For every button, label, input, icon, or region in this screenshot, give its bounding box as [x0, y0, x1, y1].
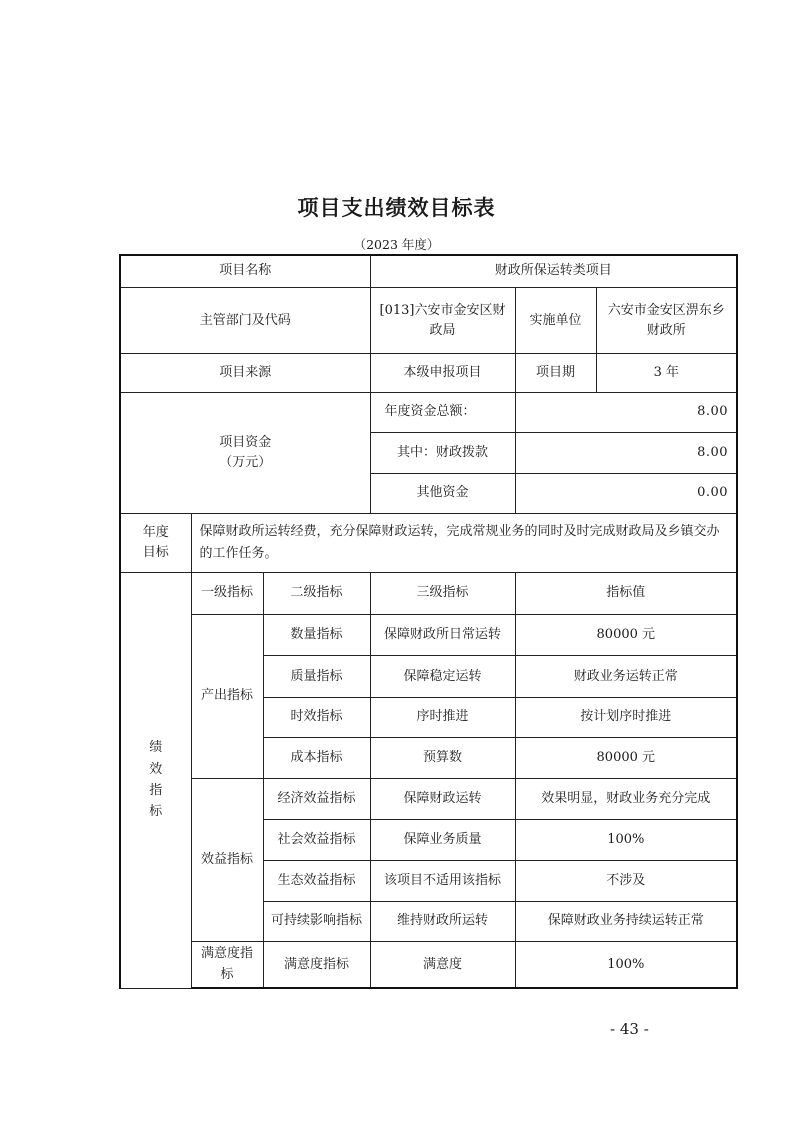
level1-satisfaction: 满意度指标	[191, 942, 263, 988]
funds-fiscal-value: 8.00	[515, 433, 737, 473]
level3-cell: 该项目不适用该指标	[370, 861, 515, 901]
funds-label-line1: 项目资金	[219, 434, 272, 450]
level2-cell: 可持续影响指标	[263, 901, 370, 941]
value-cell: 财政业务运转正常	[515, 656, 737, 697]
funds-label-line2: （万元）	[219, 454, 272, 470]
indicator-row	[120, 614, 737, 655]
value-cell: 按计划序时推进	[515, 697, 737, 737]
value-cell: 效果明显，财政业务充分完成	[515, 778, 737, 819]
level1-benefit: 效益指标	[191, 778, 263, 942]
level3-cell: 保障业务质量	[370, 819, 515, 860]
department-value: [013]六安市金安区财政局	[370, 287, 515, 354]
level1-output: 产出指标	[191, 614, 263, 778]
header-value: 指标值	[515, 572, 737, 614]
level3-cell: 保障财政运转	[370, 778, 515, 819]
annual-goal-label	[120, 514, 191, 573]
funds-fiscal-label: 其中：财政拨款	[370, 433, 515, 473]
project-name-value: 财政所保运转类项目	[370, 255, 737, 287]
funds-other-value: 0.00	[515, 473, 737, 513]
page-number: - 43 -	[610, 1020, 649, 1038]
annual-goal-text: 保障财政所运转经费，充分保障财政运转，完成常规业务的同时及时完成财政局及乡镇交办的工作任务。	[191, 514, 737, 573]
implementing-unit-label: 实施单位	[515, 287, 596, 354]
level3-cell: 保障稳定运转	[370, 656, 515, 697]
indicator-row	[120, 778, 737, 819]
header-level1: 一级指标	[191, 572, 263, 614]
level2-cell: 质量指标	[263, 656, 370, 697]
document-title: 项目支出绩效目标表	[297, 196, 496, 220]
level3-cell: 保障财政所日常运转	[370, 614, 515, 655]
project-source-label: 项目来源	[120, 354, 370, 392]
annual-goal-label-line1: 年度	[142, 524, 169, 540]
document-subtitle: （2023 年度）	[353, 237, 440, 252]
value-cell: 80000 元	[515, 614, 737, 655]
level2-cell: 生态效益指标	[263, 861, 370, 901]
level2-cell: 经济效益指标	[263, 778, 370, 819]
project-period-value: 3 年	[596, 354, 737, 392]
level2-cell: 时效指标	[263, 697, 370, 737]
funds-label	[120, 392, 370, 513]
side-char: 指	[149, 783, 163, 799]
row-project-name	[120, 255, 737, 287]
value-cell: 保障财政业务持续运转正常	[515, 901, 737, 941]
level3-cell: 维持财政所运转	[370, 901, 515, 941]
level3-cell: 满意度	[370, 942, 515, 988]
row-department	[120, 287, 737, 354]
level2-cell: 数量指标	[263, 614, 370, 655]
level3-cell: 预算数	[370, 738, 515, 778]
level2-cell: 成本指标	[263, 738, 370, 778]
value-cell: 不涉及	[515, 861, 737, 901]
row-annual-goal	[120, 514, 737, 573]
level2-cell: 社会效益指标	[263, 819, 370, 860]
row-indicator-header	[120, 572, 737, 614]
side-char: 效	[149, 761, 163, 777]
header-level2: 二级指标	[263, 572, 370, 614]
project-period-label: 项目期	[515, 354, 596, 392]
level2-cell: 满意度指标	[263, 942, 370, 988]
side-char: 标	[149, 804, 163, 820]
performance-target-table	[119, 254, 738, 989]
project-source-value: 本级申报项目	[370, 354, 515, 392]
project-name-label: 项目名称	[120, 255, 370, 287]
value-cell: 80000 元	[515, 738, 737, 778]
funds-total-value: 8.00	[515, 392, 737, 432]
level3-cell: 序时推进	[370, 697, 515, 737]
indicator-row	[120, 942, 737, 988]
annual-goal-label-line2: 目标	[142, 544, 169, 560]
side-char: 绩	[149, 740, 163, 756]
header-level3: 三级指标	[370, 572, 515, 614]
value-cell: 100%	[515, 819, 737, 860]
row-project-source	[120, 354, 737, 392]
department-label: 主管部门及代码	[120, 287, 370, 354]
performance-indicators-label	[120, 572, 191, 988]
funds-other-label: 其他资金	[370, 473, 515, 513]
funds-total-label: 年度资金总额：	[370, 392, 515, 432]
value-cell: 100%	[515, 942, 737, 988]
row-funds-total	[120, 392, 737, 432]
implementing-unit-value: 六安市金安区淠东乡财政所	[596, 287, 737, 354]
